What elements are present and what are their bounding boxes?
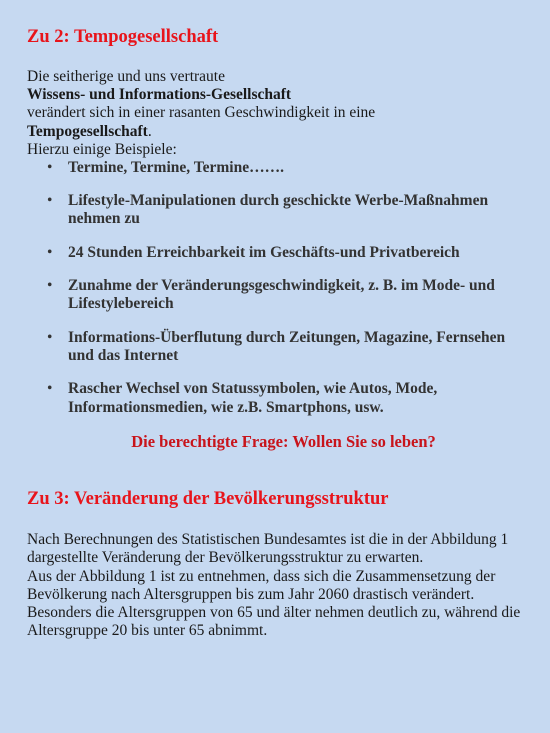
intro-line-3: verändert sich in einer rasanten Geschwindigkeit in eine xyxy=(27,104,376,122)
bullet-icon: • xyxy=(47,243,53,261)
intro-line-4 xyxy=(27,123,530,141)
bullet-icon: • xyxy=(47,380,53,398)
bullet-icon: • xyxy=(47,159,53,177)
tempogesellschaft-term: Tempogesellschaft xyxy=(27,122,148,140)
population-paragraph-2: Aus der Abbildung 1 ist zu entnehmen, dass sich die Zusammensetzung der Bevölkerung nach Altersgruppen bis zum Jahr 2060 drastisch verändert. xyxy=(27,567,496,603)
bullet-icon: • xyxy=(47,276,53,294)
bullet-icon: • xyxy=(47,328,53,346)
list-item-text: Rascher Wechsel von Statussymbolen, wie Autos, Mode, Informationsmedien, wie z.B. Smartphons, usw. xyxy=(68,380,438,416)
list-item-text: 24 Stunden Erreichbarkeit im Geschäfts-und Privatbereich xyxy=(68,243,460,261)
list-item xyxy=(27,192,530,229)
population-paragraph-1: Nach Berechnungen des Statistischen Bundesamtes ist die in der Abbildung 1 dargestellte Veränderung der Bevölkerungsstruktur zu erwarten. xyxy=(27,531,509,567)
list-item xyxy=(27,329,530,366)
list-item-text: Lifestyle-Manipulationen durch geschickte Werbe-Maßnahmen nehmen zu xyxy=(68,191,489,228)
intro-line-5: Hierzu einige Beispiele: xyxy=(27,140,177,158)
intro-line-2: Wissens- und Informations-Gesellschaft xyxy=(27,86,292,104)
bullet-icon: • xyxy=(47,191,53,209)
section-heading-tempogesellschaft: Zu 2: Tempogesellschaft xyxy=(27,27,219,47)
examples-list xyxy=(27,159,530,417)
list-item-text: Zunahme der Veränderungsgeschwindigkeit, z. B. im Mode- und Lifestylebereich xyxy=(68,276,495,313)
list-item xyxy=(27,244,530,263)
rhetorical-question: Die berechtigte Frage: Wollen Sie so leben? xyxy=(131,432,436,452)
intro-line-4-end: . xyxy=(147,122,152,140)
list-item xyxy=(27,159,530,178)
list-item-text: Informations-Überflutung durch Zeitungen, Magazine, Fernsehen und das Internet xyxy=(68,328,506,365)
section-heading-bevoelkerungsstruktur: Zu 3: Veränderung der Bevölkerungsstruktur xyxy=(27,489,389,510)
list-item xyxy=(27,277,530,314)
intro-line-1: Die seitherige und uns vertraute xyxy=(27,68,225,85)
population-paragraph-3: Besonders die Altersgruppen von 65 und älter nehmen deutlich zu, während die Altersgruppe 20 bis unter 65 abnimmt. xyxy=(27,604,521,640)
list-item-text: Termine, Termine, Termine……. xyxy=(68,159,284,177)
list-item xyxy=(27,380,530,417)
